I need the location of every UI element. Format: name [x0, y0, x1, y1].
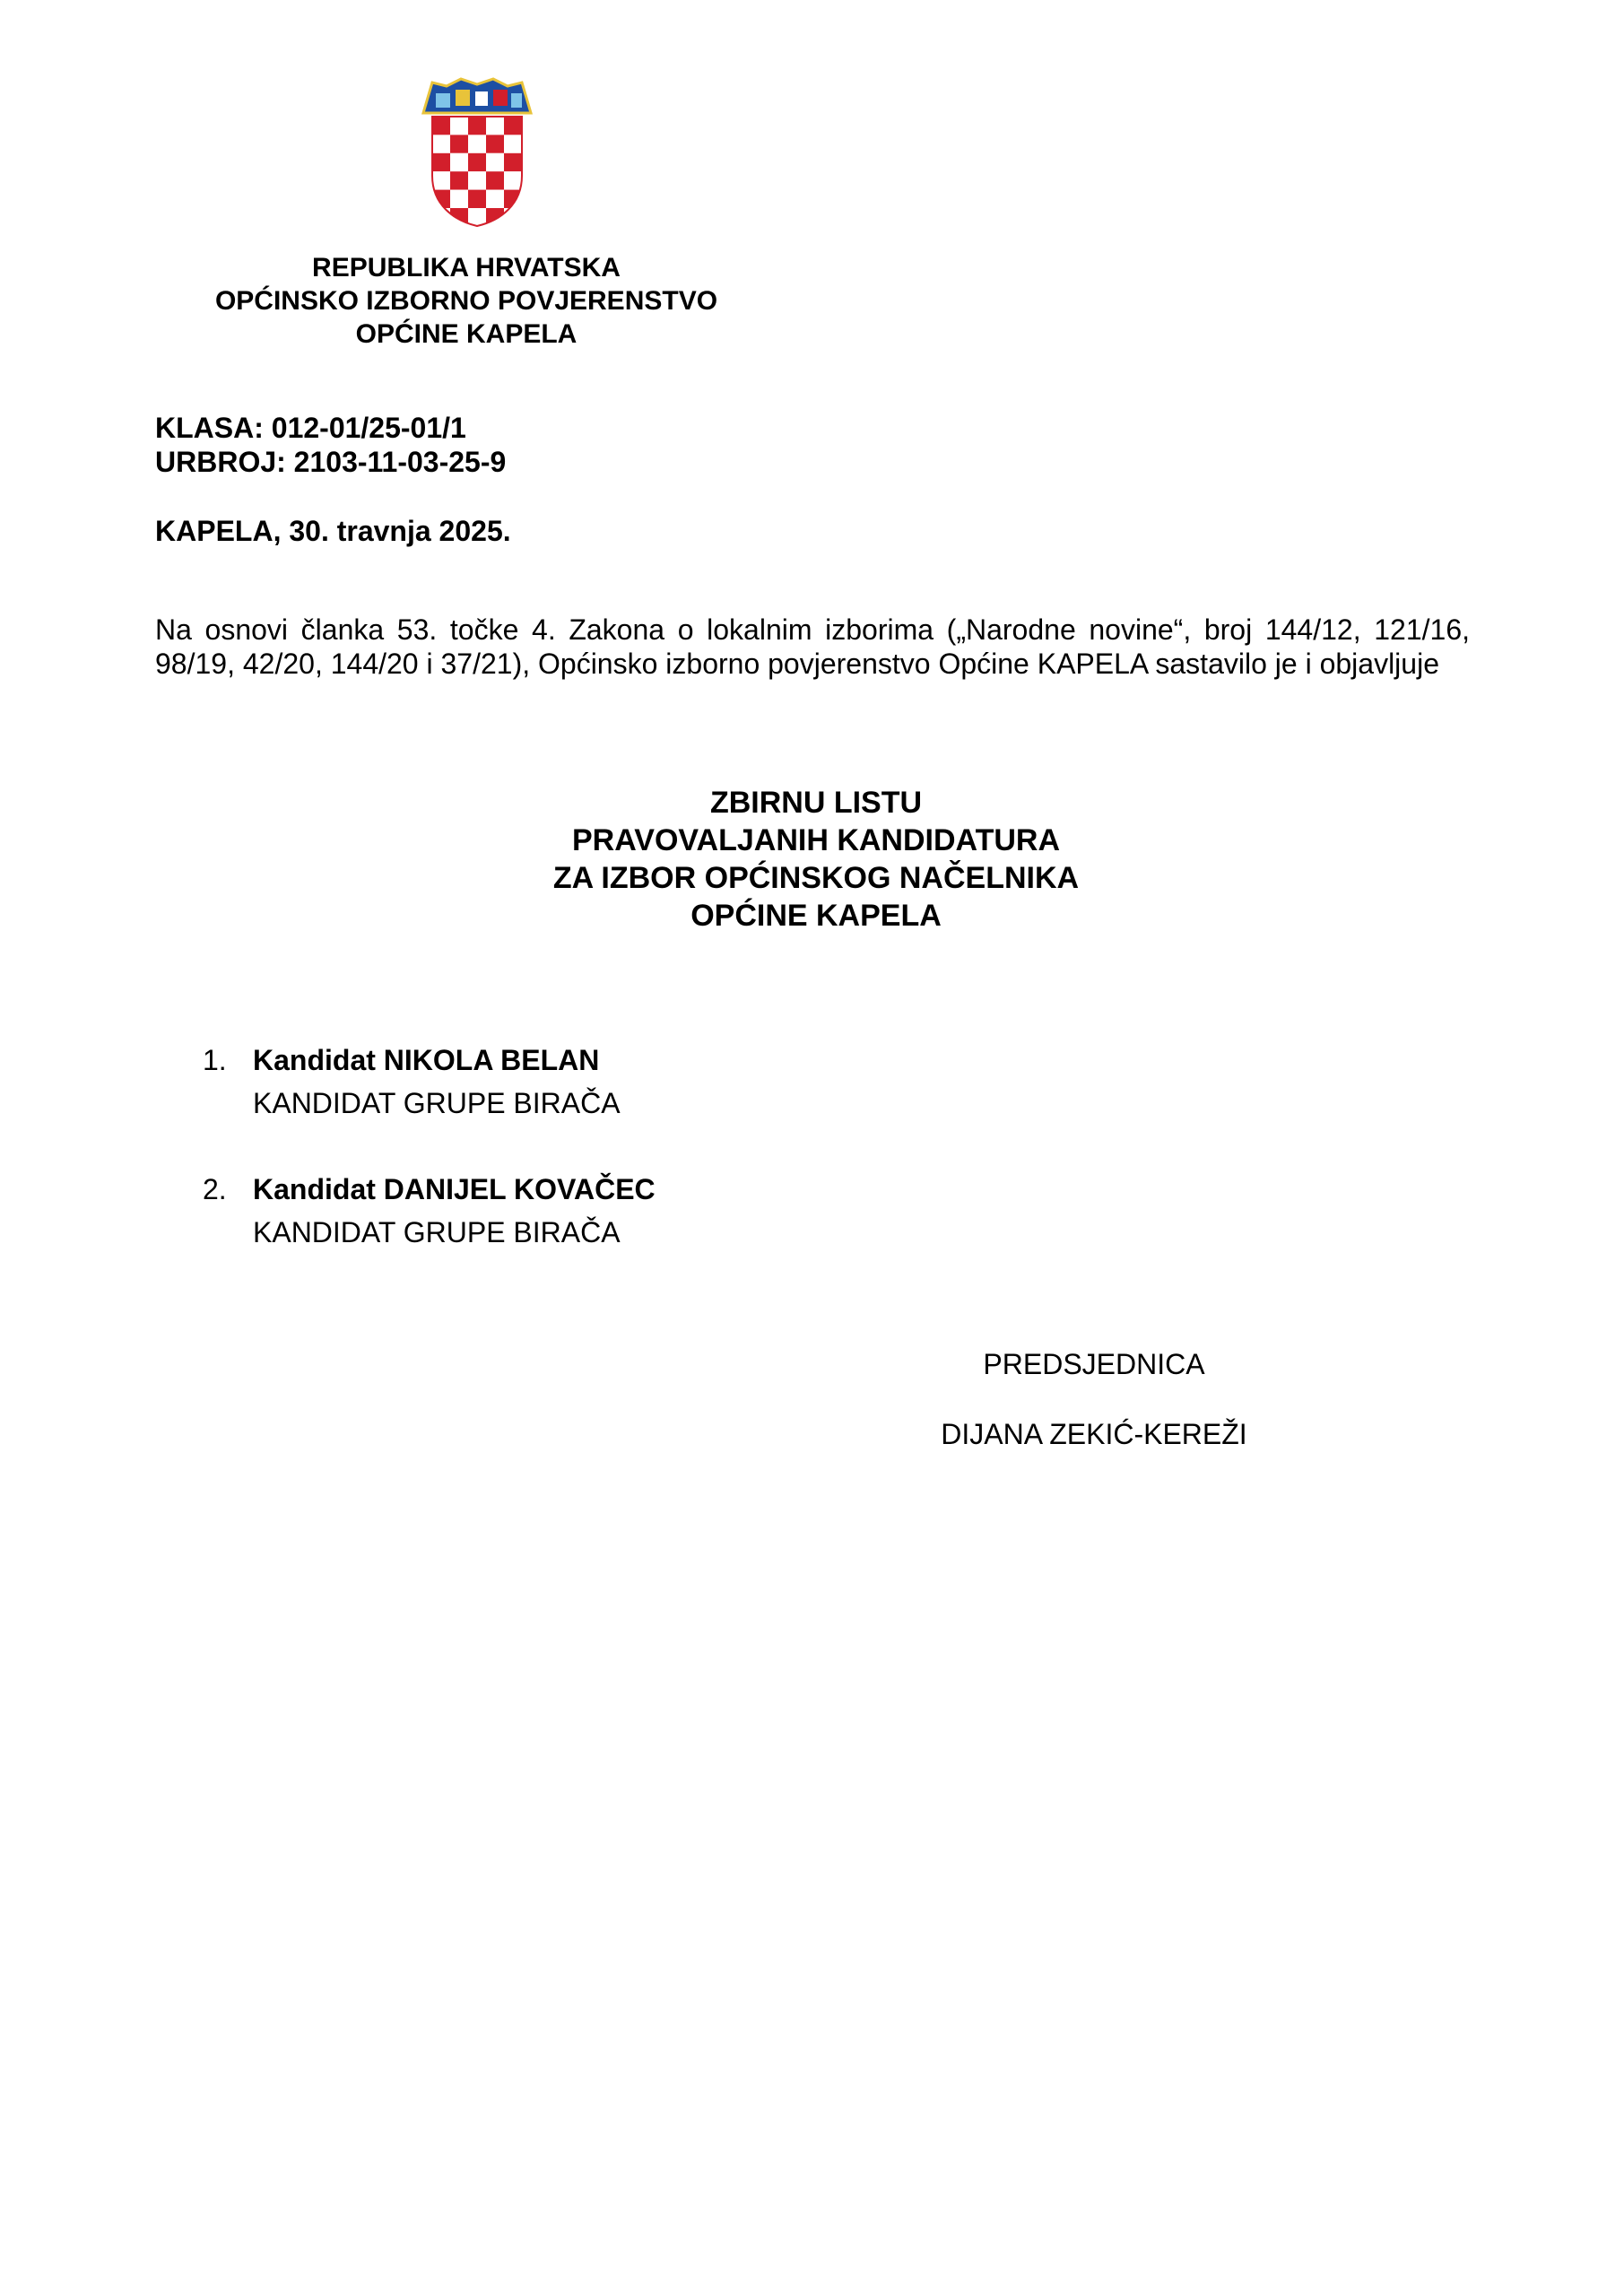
shield-square — [486, 117, 504, 135]
checkered-shield — [432, 117, 522, 226]
document-title — [457, 784, 1175, 935]
shield-square — [486, 208, 504, 226]
shield-square — [450, 190, 468, 208]
header-line-municipality: OPĆINE KAPELA — [355, 319, 578, 349]
place-and-date: KAPELA, 30. travnja 2025. — [155, 515, 511, 547]
shield-square — [486, 190, 504, 208]
signatory-title: PREDSJEDNICA — [983, 1348, 1205, 1380]
shield-square — [468, 171, 486, 189]
croatian-coat-of-arms-icon — [420, 77, 534, 228]
urbroj-number: URBROJ: 2103-11-03-25-9 — [155, 446, 507, 478]
shield-square — [486, 171, 504, 189]
shield-square — [450, 135, 468, 152]
shield-square — [468, 190, 486, 208]
candidate-number: 1. — [203, 1044, 227, 1076]
shield-square — [486, 135, 504, 152]
candidate-list — [203, 1039, 1010, 1297]
candidate-name: Kandidat DANIJEL KOVAČEC — [253, 1173, 656, 1205]
list-item — [203, 1168, 1010, 1254]
shield-square — [450, 208, 468, 226]
shield-square — [504, 117, 522, 135]
legal-basis-paragraph: Na osnovi članka 53. točke 4. Zakona o lokalnim izborima („Narodne novine“, broj 144/12, 121/16, 98/19, 42/20, 144/20 i 37/21), Općinsko izborno povjerenstvo Općine KAPELA sastavilo je i objavljuje — [155, 613, 1470, 680]
shield-square — [468, 117, 486, 135]
title-line-1: ZBIRNU LISTU — [709, 786, 923, 820]
title-line-4: OPĆINE KAPELA — [690, 899, 942, 933]
shield-square — [504, 171, 522, 189]
shield-square — [432, 135, 450, 152]
crown — [423, 79, 531, 113]
issuer-header — [108, 251, 825, 351]
shield-square — [450, 153, 468, 171]
shield-square — [468, 135, 486, 152]
shield-square — [450, 171, 468, 189]
shield-square — [432, 171, 450, 189]
shield-square — [432, 117, 450, 135]
signatory-name: DIJANA ZEKIĆ-KEREŽI — [941, 1418, 1247, 1450]
candidate-type: KANDIDAT GRUPE BIRAČA — [253, 1087, 621, 1119]
header-line-body: OPĆINSKO IZBORNO POVJERENSTVO — [214, 286, 718, 316]
header-line-country: REPUBLIKA HRVATSKA — [312, 253, 621, 283]
shield-square — [486, 153, 504, 171]
list-item — [203, 1039, 1010, 1125]
candidate-number: 2. — [203, 1173, 227, 1205]
shield-square — [468, 153, 486, 171]
candidate-type: KANDIDAT GRUPE BIRAČA — [253, 1216, 621, 1248]
title-line-3: ZA IZBOR OPĆINSKOG NAČELNIKA — [552, 861, 1080, 895]
title-line-2: PRAVOVALJANIH KANDIDATURA — [572, 823, 1060, 857]
shield-square — [450, 117, 468, 135]
shield-square — [504, 153, 522, 171]
shield-square — [432, 153, 450, 171]
shield-square — [504, 135, 522, 152]
klasa-number: KLASA: 012-01/25-01/1 — [155, 412, 466, 444]
candidate-name: Kandidat NIKOLA BELAN — [253, 1044, 600, 1076]
